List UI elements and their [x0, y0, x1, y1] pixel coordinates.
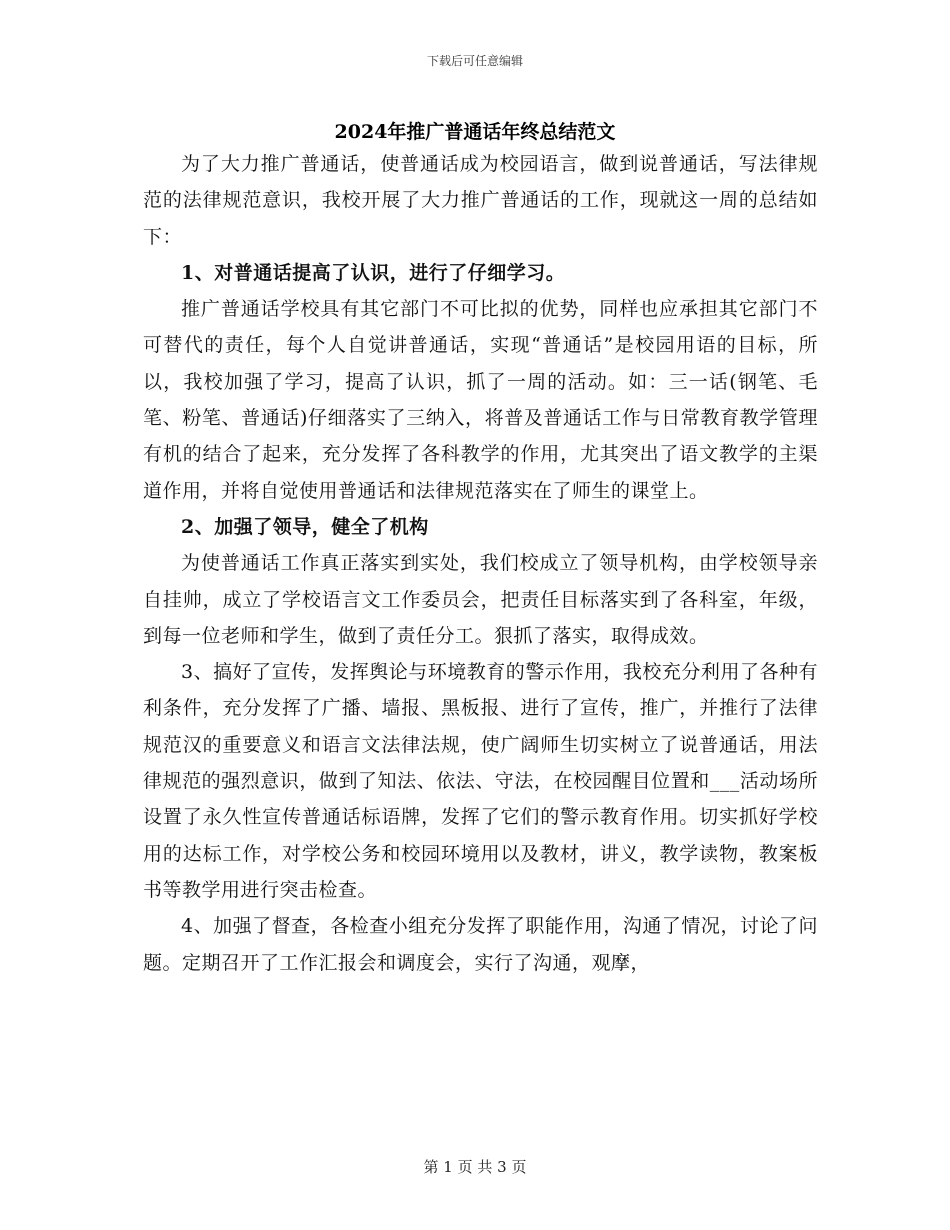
section-1-heading: 1、对普通话提高了认识，进行了仔细学习。	[181, 261, 566, 284]
section-3-paragraph: 3、搞好了宣传，发挥舆论与环境教育的警示作用，我校充分利用了各种有利条件，充分发挥了广播、墙报、黑板报、进行了宣传，推广，并推行了法律规范汉的重要意义和语言文法律法规，使广阔师生切实树立了说普通话，用法律规范的强烈意识，做到了知法、依法、守法，在校园醒目位置和___活动场所设置了永久性宣传普通话标语牌，发挥了它们的警示教育作用。切实抓好学校用的达标工作，对学校公务和校园环境用以及教材，讲义，教学读物，教案板书等教学用进行突击检查。	[143, 661, 818, 901]
page-number-footer: 第 1 页 共 3 页	[423, 1158, 527, 1176]
page-header-note: 下载后可任意编辑	[426, 54, 523, 68]
intro-paragraph: 为了大力推广普通话，使普通话成为校园语言，做到说普通话，写法律规范的法律规范意识，我校开展了大力推广普通话的工作，现就这一周的总结如下：	[143, 153, 818, 248]
document-body	[143, 146, 818, 981]
document-title: 2024年推广普通话年终总结范文	[334, 121, 616, 143]
section-4-paragraph: 4、加强了督查，各检查小组充分发挥了职能作用，沟通了情况，讨论了问题。定期召开了工作汇报会和调度会，实行了沟通，观摩，	[143, 915, 818, 974]
section-2-heading: 2、加强了领导，健全了机构	[181, 515, 429, 538]
section-1-paragraph: 推广普通话学校具有其它部门不可比拟的优势，同样也应承担其它部门不可替代的责任，每个人自觉讲普通话，实现“普通话”是校园用语的目标，所以，我校加强了学习，提高了认识，抓了一周的活动。如：三一话(钢笔、毛笔、粉笔、普通话)仔细落实了三纳入，将普及普通话工作与日常教育教学管理有机的结合了起来，充分发挥了各科教学的作用，尤其突出了语文教学的主渠道作用，并将自觉使用普通话和法律规范落实在了师生的课堂上。	[143, 298, 818, 502]
section-2-paragraph: 为使普通话工作真正落实到实处，我们校成立了领导机构，由学校领导亲自挂帅，成立了学校语言文工作委员会，把责任目标落实到了各科室，年级，到每一位老师和学生，做到了责任分工。狠抓了落实，取得成效。	[143, 552, 818, 647]
